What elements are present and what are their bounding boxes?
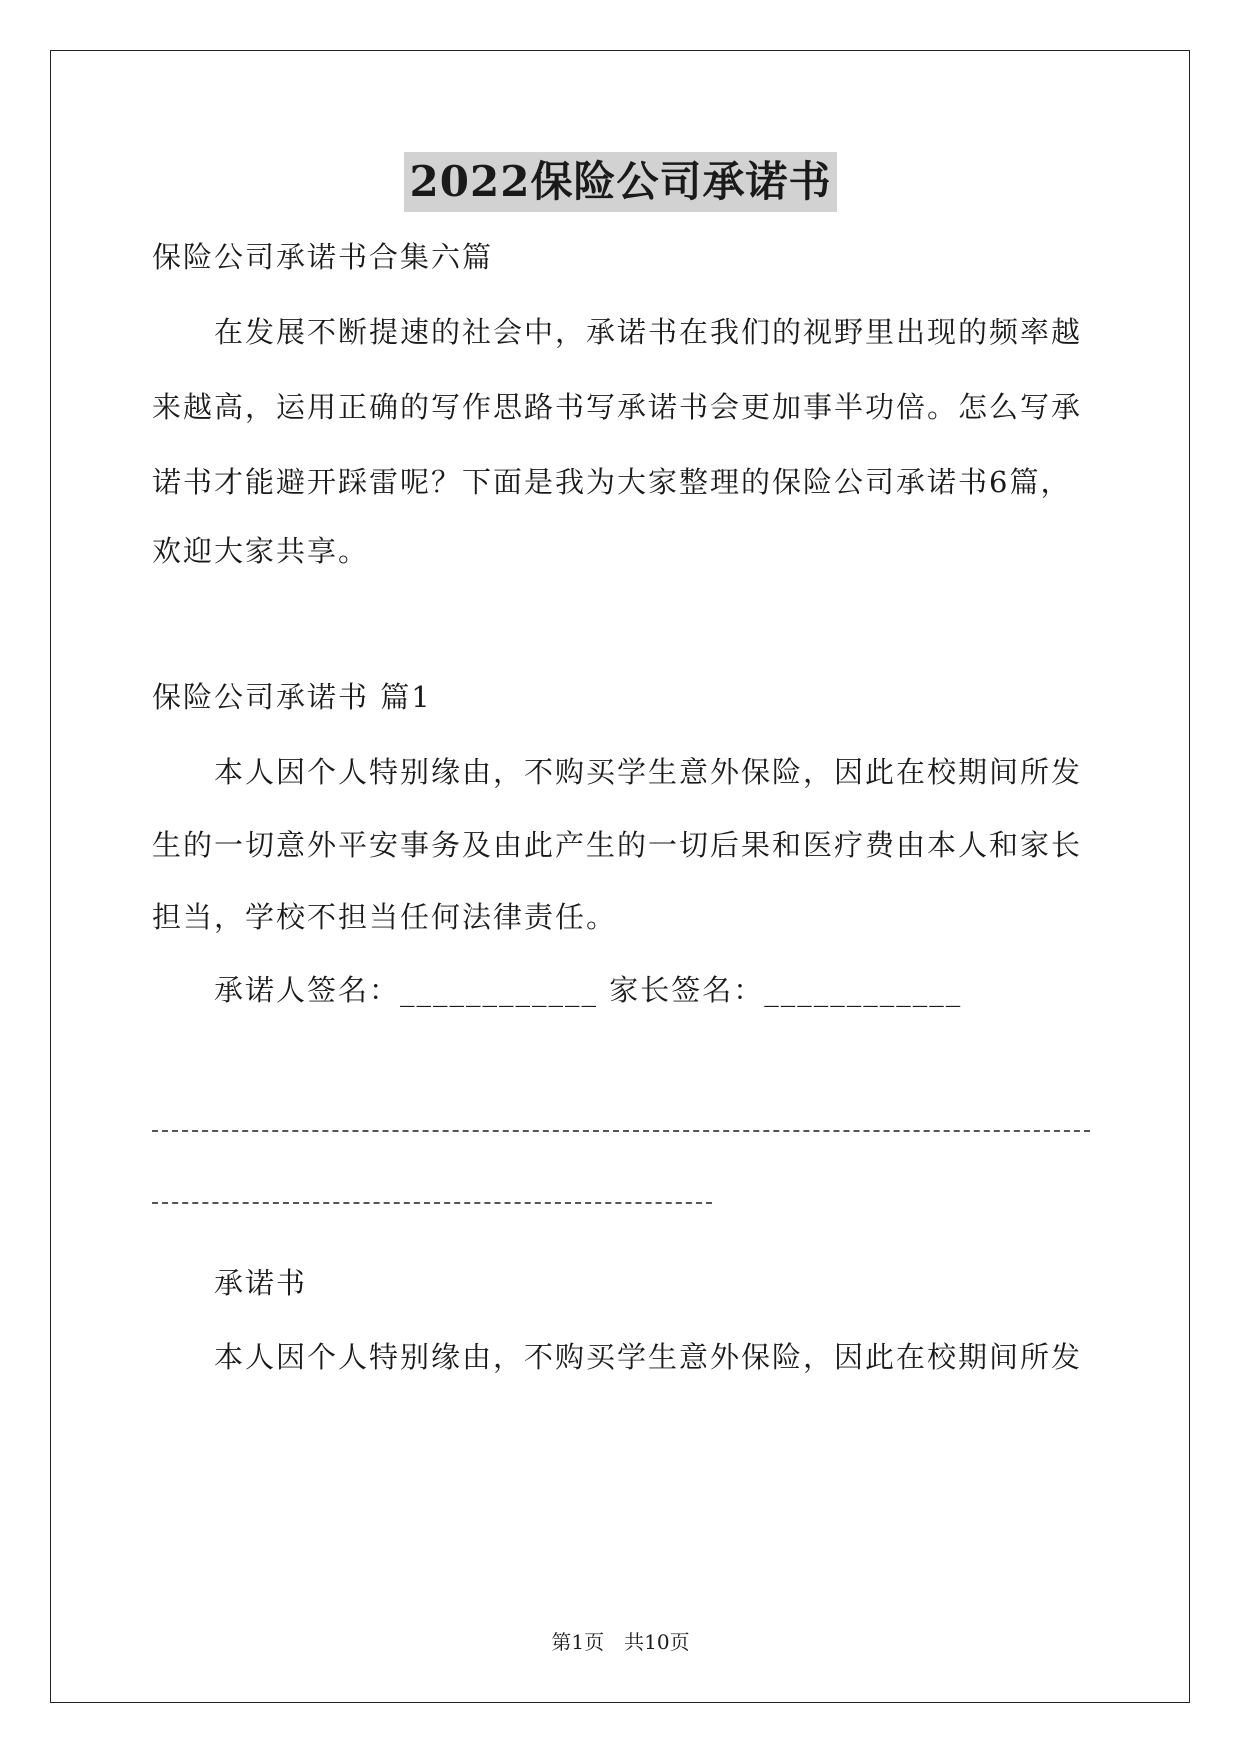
body-line: 本人因个人特别缘由，不购买学生意外保险，因此在校期间所发 xyxy=(214,1340,1083,1374)
body-line: 担当，学校不担当任何法律责任。 xyxy=(152,900,618,934)
page-border xyxy=(50,50,1190,1703)
section-heading: 保险公司承诺书 篇1 xyxy=(152,680,432,714)
body-line: 本人因个人特别缘由，不购买学生意外保险，因此在校期间所发 xyxy=(214,755,1083,789)
separator-dashes xyxy=(152,1202,712,1204)
subtitle: 保险公司承诺书合集六篇 xyxy=(152,240,494,274)
page-footer: 第1页 共10页 xyxy=(551,1630,690,1654)
intro-line: 来越高，运用正确的写作思路书写承诺书会更加事半功倍。怎么写承 xyxy=(152,390,1083,424)
intro-line: 欢迎大家共享。 xyxy=(152,534,370,568)
intro-line: 诺书才能避开踩雷呢？下面是我为大家整理的保险公司承诺书6篇， xyxy=(152,465,1072,499)
intro-line: 在发展不断提速的社会中，承诺书在我们的视野里出现的频率越 xyxy=(214,315,1083,349)
document-title: 2022保险公司承诺书 xyxy=(404,152,838,212)
separator-dashes xyxy=(152,1130,1090,1132)
signature-line: 承诺人签名：____________ 家长签名：____________ xyxy=(214,973,963,1007)
body-line: 生的一切意外平安事务及由此产生的一切后果和医疗费由本人和家长 xyxy=(152,828,1083,862)
title-wrap xyxy=(0,152,1241,212)
section-heading: 承诺书 xyxy=(214,1266,308,1300)
